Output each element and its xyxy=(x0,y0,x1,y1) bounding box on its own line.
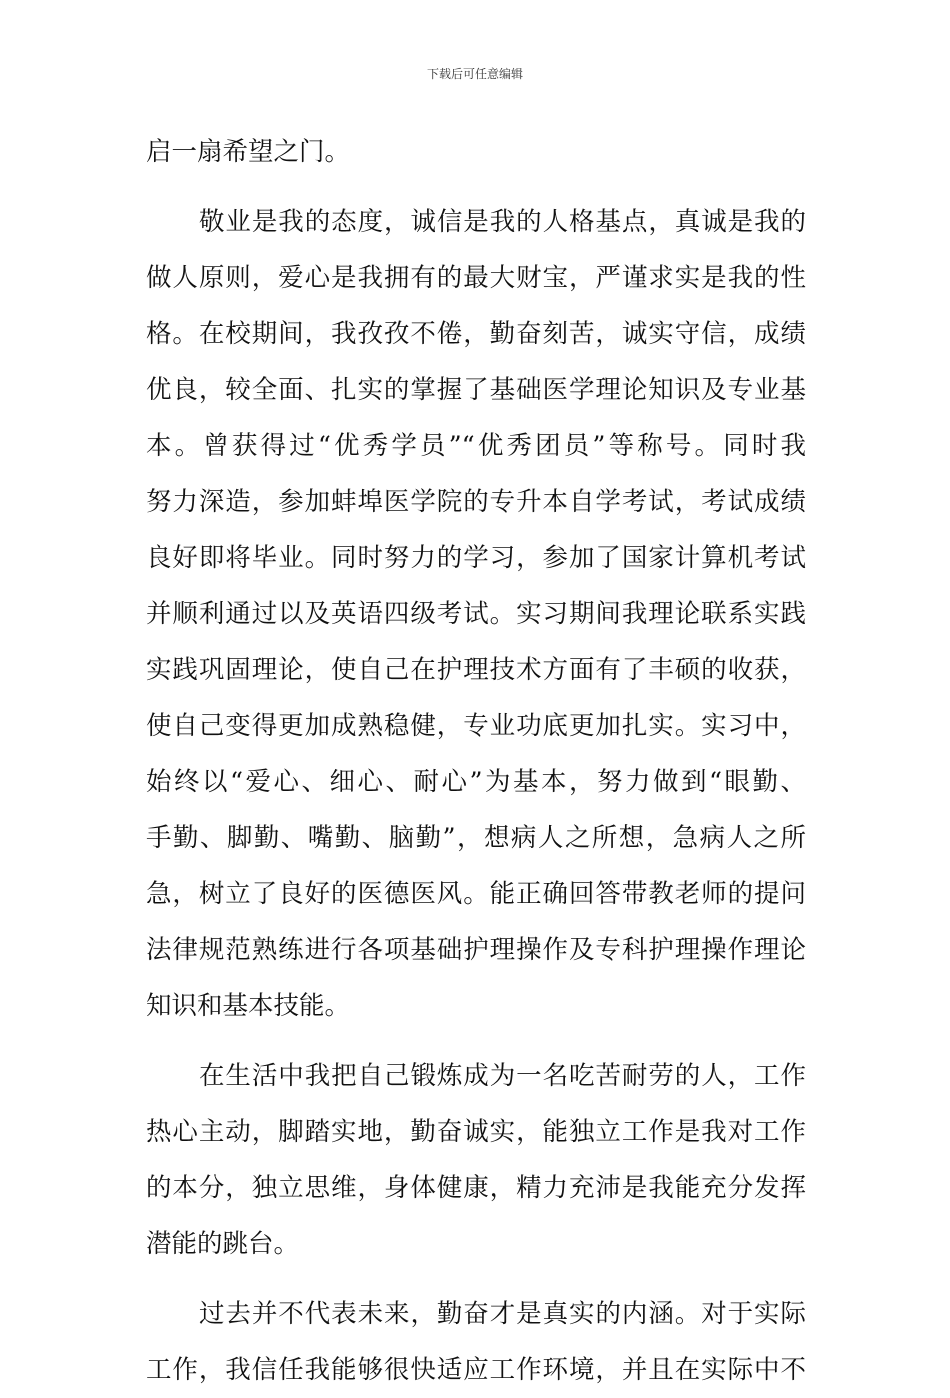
text-line: 良好即将毕业。同时努力的学习，参加了国家计算机考试 xyxy=(146,543,806,573)
text-line: 格。在校期间，我孜孜不倦，勤奋刻苦，诚实守信，成绩 xyxy=(146,319,806,349)
text-line: 急，树立了良好的医德医风。能正确回答带教老师的提问 xyxy=(146,879,806,909)
text-line: 工作，我信任我能够很快适应工作环境，并且在实际中不 xyxy=(146,1355,806,1385)
text-line: 做人原则，爱心是我拥有的最大财宝，严谨求实是我的性 xyxy=(146,263,806,293)
document-body xyxy=(146,124,806,1398)
text-line: 法律规范熟练进行各项基础护理操作及专科护理操作理论 xyxy=(146,935,806,965)
text-line: 本。曾获得过“优秀学员”“优秀团员”等称号。同时我 xyxy=(146,431,806,461)
text-line: 的本分，独立思维，身体健康，精力充沛是我能充分发挥 xyxy=(146,1173,806,1203)
text-line: 在生活中我把自己锻炼成为一名吃苦耐劳的人，工作 xyxy=(199,1061,806,1091)
text-line: 知识和基本技能。 xyxy=(146,991,351,1021)
text-line: 手勤、脚勤、嘴勤、脑勤”，想病人之所想，急病人之所 xyxy=(146,823,806,853)
text-line: 努力深造，参加蚌埠医学院的专升本自学考试，考试成绩 xyxy=(146,487,806,517)
text-line: 潜能的跳台。 xyxy=(146,1229,300,1259)
text-line: 过去并不代表未来，勤奋才是真实的内涵。对于实际 xyxy=(199,1299,806,1329)
page-header: 下载后可任意编辑 xyxy=(426,67,523,81)
text-line: 实践巩固理论，使自己在护理技术方面有了丰硕的收获， xyxy=(146,655,806,685)
text-line: 启一扇希望之门。 xyxy=(146,137,351,167)
text-line: 敬业是我的态度，诚信是我的人格基点，真诚是我的 xyxy=(199,207,806,237)
text-line: 使自己变得更加成熟稳健，专业功底更加扎实。实习中， xyxy=(146,711,806,741)
text-line: 优良，较全面、扎实的掌握了基础医学理论知识及专业基 xyxy=(146,375,806,405)
text-line: 始终以“爱心、细心、耐心”为基本，努力做到“眼勤、 xyxy=(146,767,806,797)
text-line: 热心主动，脚踏实地，勤奋诚实，能独立工作是我对工作 xyxy=(146,1117,806,1147)
text-line: 并顺利通过以及英语四级考试。实习期间我理论联系实践 xyxy=(146,599,806,629)
